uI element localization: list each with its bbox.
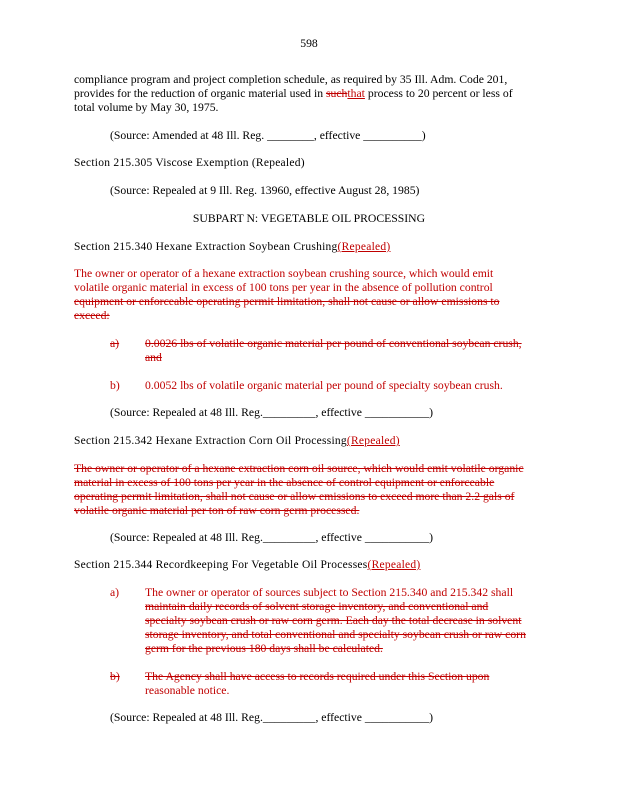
section-344-item-a-line-2: maintain daily records of solvent storage inventory, and conventional and: [145, 600, 489, 613]
section-340-source-note: (Source: Repealed at 48 Ill. Reg._________, effective ___________): [110, 406, 434, 419]
intro-source-note: (Source: Amended at 48 Ill. Reg. ________, effective __________): [110, 129, 426, 142]
section-340-para-line-1: The owner or operator of a hexane extraction soybean crushing source, which would emit: [74, 267, 494, 280]
section-340-para-line-2: volatile organic material in excess of 100 tons per year in the absence of pollution control: [74, 281, 493, 294]
section-344-item-b-line-2: reasonable notice.: [145, 684, 230, 697]
section-344-item-a-line-5: germ for the previous 180 days shall be calculated.: [145, 642, 383, 655]
section-344-item-a-line-3: specialty soybean crush or raw corn germ. Each day the total decrease in solvent: [145, 614, 522, 627]
section-340-item-a-line-1: 0.0026 lbs of volatile organic material per pound of conventional soybean crush,: [145, 337, 522, 350]
subpart-heading: SUBPART N: VEGETABLE OIL PROCESSING: [192, 212, 426, 225]
section-342-heading: [74, 434, 400, 448]
inserted-word: that: [347, 87, 365, 100]
intro-line-2-start: provides for the reduction of organic material used in: [74, 87, 326, 100]
section-340-item-a-line-2: and: [145, 351, 162, 364]
section-340-heading: [74, 240, 391, 254]
section-344-repealed-insert: (Repealed): [367, 559, 421, 571]
section-340-para-line-3: equipment or enforceable operating permit limitation, shall not cause or allow emissions to: [74, 295, 500, 308]
section-342-repealed-insert: (Repealed): [346, 435, 400, 447]
section-344-item-b-line-1: The Agency shall have access to records required under this Section upon: [145, 670, 490, 683]
section-342-source-note: (Source: Repealed at 48 Ill. Reg._________, effective ___________): [110, 531, 434, 544]
section-305-heading: Section 215.305 Viscose Exemption (Repealed): [74, 157, 305, 169]
section-340-item-b-text: 0.0052 lbs of volatile organic material per pound of specialty soybean crush.: [145, 379, 503, 392]
section-342-para-line-4: volatile organic material per ton of raw corn germ processed.: [74, 504, 360, 517]
section-344-source-note: (Source: Repealed at 48 Ill. Reg._________, effective ___________): [110, 711, 434, 724]
section-340-repealed-insert: (Repealed): [337, 241, 391, 253]
section-340-para-line-4: exceed:: [74, 309, 110, 322]
section-344-heading-text: Section 215.344 Recordkeeping For Vegetable Oil Processes: [74, 559, 368, 571]
section-340-item-b-label: b): [110, 379, 120, 392]
deleted-word: such: [325, 87, 348, 100]
section-340-item-a-label: a): [110, 337, 120, 350]
section-344-item-a-label: a): [110, 586, 120, 599]
section-340-heading-text: Section 215.340 Hexane Extraction Soybean Crushing: [74, 241, 338, 253]
section-344-item-a-line-4: storage inventory, and total conventional and specialty soybean crush or raw corn: [145, 628, 526, 641]
section-344-heading: [74, 558, 420, 572]
intro-line-1: compliance program and project completion schedule, as required by 35 Ill. Adm. Code 201,: [74, 73, 508, 86]
intro-line-2-end: process to 20 percent or less of: [364, 87, 513, 100]
intro-line-2: [74, 87, 513, 101]
intro-line-3: total volume by May 30, 1975.: [74, 101, 219, 114]
section-342-heading-text: Section 215.342 Hexane Extraction Corn Oil Processing: [74, 435, 347, 447]
section-305-source-note: (Source: Repealed at 9 Ill. Reg. 13960, effective August 28, 1985): [110, 184, 420, 197]
section-344-item-b-label: b): [110, 670, 120, 683]
section-342-para-line-1: The owner or operator of a hexane extraction corn oil source, which would emit volatile organic: [74, 462, 524, 475]
section-342-para-line-3: operating permit limitation, shall not cause or allow emissions to exceed more than 2.2 gals of: [74, 490, 515, 503]
section-342-para-line-2: material in excess of 100 tons per year in the absence of control equipment or enforceable: [74, 476, 495, 489]
section-344-item-a-line-1: The owner or operator of sources subject to Section 215.340 and 215.342 shall: [145, 586, 514, 599]
page-number: 598: [300, 37, 318, 50]
